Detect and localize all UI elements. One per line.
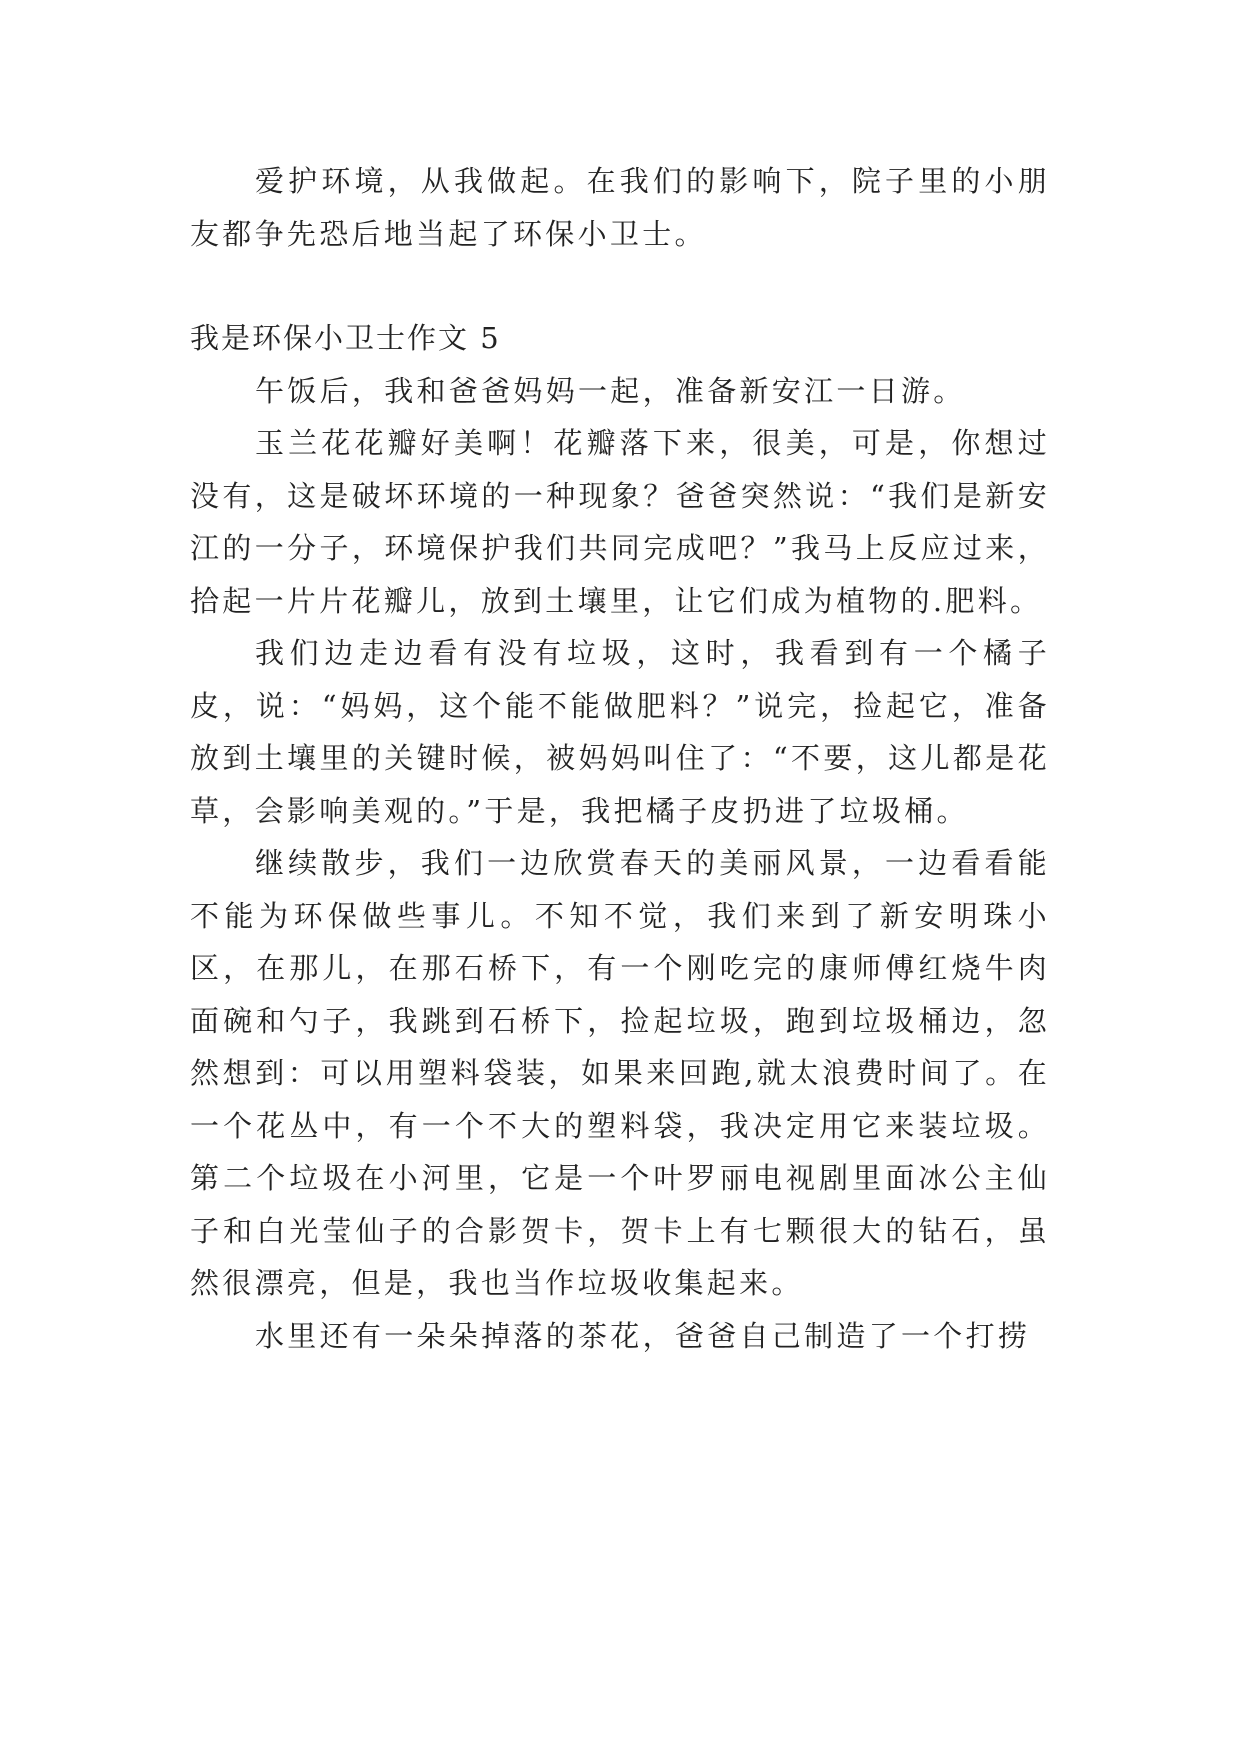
paragraph-2: 玉兰花花瓣好美啊！花瓣落下来，很美，可是，你想过没有，这是破坏环境的一种现象？爸爸突然说：“我们是新安江的一分子，环境保护我们共同完成吧？”我马上反应过来，拾起一片片花瓣儿，放到土壤里，让它们成为植物的.肥料。 <box>190 426 1050 618</box>
paragraph-5: 水里还有一朵朵掉落的茶花，爸爸自己制造了一个打捞 <box>255 1318 1031 1353</box>
paragraph-3: 我们边走边看有没有垃圾，这时，我看到有一个橘子皮，说：“妈妈，这个能不能做肥料？”说完，捡起它，准备放到土壤里的关键时候，被妈妈叫住了：“不要，这儿都是花草，会影响美观的。”于是，我把橘子皮扔进了垃圾桶。 <box>190 636 1050 828</box>
section-title: 我是环保小卫士作文 5 <box>190 321 501 355</box>
paragraph-1: 午饭后，我和爸爸妈妈一起，准备新安江一日游。 <box>255 373 966 408</box>
paragraph-4: 继续散步，我们一边欣赏春天的美丽风景，一边看看能不能为环保做些事儿。不知不觉，我们来到了新安明珠小区，在那儿，在那石桥下，有一个刚吃完的康师傅红烧牛肉面碗和勺子，我跳到石桥下，捡起垃圾，跑到垃圾桶边，忽然想到：可以用塑料袋装，如果来回跑,就太浪费时间了。在一个花丛中，有一个不大的塑料袋，我决定用它来装垃圾。第二个垃圾在小河里，它是一个叶罗丽电视剧里面冰公主仙子和白光莹仙子的合影贺卡，贺卡上有七颗很大的钻石，虽然很漂亮，但是，我也当作垃圾收集起来。 <box>190 846 1050 1300</box>
document-body <box>190 155 1050 1362</box>
intro-paragraph: 爱护环境，从我做起。在我们的影响下，院子里的小朋友都争先恐后地当起了环保小卫士。 <box>190 164 1050 251</box>
